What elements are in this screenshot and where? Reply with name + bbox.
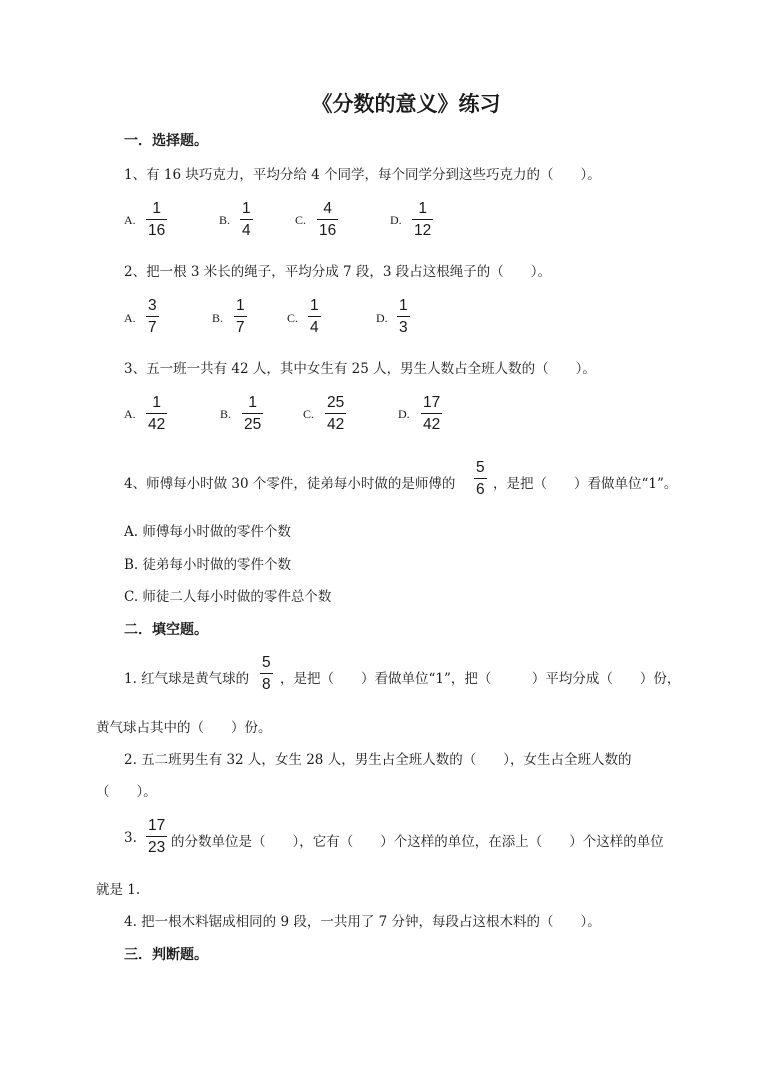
q4-option-a: A. 师傅每小时做的零件个数 bbox=[124, 524, 291, 540]
numerator: 1 bbox=[310, 297, 319, 314]
section-heading-judge: 三．判断题。 bbox=[124, 947, 208, 963]
q3-option-a-label: A. bbox=[124, 407, 136, 421]
denominator: 8 bbox=[262, 675, 271, 693]
denominator: 42 bbox=[148, 415, 166, 433]
fill-q2-line1: 2. 五二班男生有 32 人，女生 28 人，男生占全班人数的（ ），女生占全班人数的 bbox=[124, 752, 632, 768]
fill-q3-line2: 就是 1. bbox=[96, 882, 141, 898]
denominator: 4 bbox=[310, 318, 319, 336]
q2-option-b-fraction bbox=[234, 298, 247, 335]
q1-option-b-fraction bbox=[240, 201, 253, 238]
q3-option-d-fraction bbox=[421, 395, 442, 432]
numerator: 4 bbox=[323, 200, 332, 217]
fill-q3-prefix: 3. bbox=[124, 830, 137, 846]
fill-q1-text-before: 1. 红气球是黄气球的 bbox=[124, 671, 250, 687]
numerator: 5 bbox=[262, 654, 271, 671]
fill-q3-text-after: 的分数单位是（ ），它有（ ）个这样的单位，在添上（ ）个这样的单位 bbox=[171, 834, 664, 850]
q4-option-c: C. 师徒二人每小时做的零件总个数 bbox=[124, 589, 332, 605]
q2-option-d-label: D. bbox=[376, 311, 388, 325]
q1-option-c-label: C. bbox=[295, 213, 307, 227]
q3-option-a-fraction bbox=[146, 395, 167, 432]
numerator: 1 bbox=[418, 200, 427, 217]
q3-option-d-label: D. bbox=[398, 407, 410, 421]
denominator: 25 bbox=[244, 415, 262, 433]
section-heading-choice: 一．选择题。 bbox=[124, 133, 208, 149]
question-4-text-after: ，是把（ ）看做单位“1”。 bbox=[493, 476, 678, 492]
fill-q2-line2: （ ）。 bbox=[96, 784, 157, 800]
q2-option-c-label: C. bbox=[287, 311, 299, 325]
q3-option-b-fraction bbox=[242, 395, 263, 432]
numerator: 17 bbox=[423, 394, 441, 411]
q2-option-a-label: A. bbox=[124, 311, 136, 325]
question-4-text-before: 4、师傅每小时做 30 个零件，徒弟每小时做的是师傅的 bbox=[124, 476, 456, 492]
q1-option-d-label: D. bbox=[390, 213, 402, 227]
q4-fraction bbox=[474, 460, 487, 497]
fill-q4-text: 4. 把一根木料锯成相同的 9 段，一共用了 7 分钟，每段占这根木料的（ ）。 bbox=[124, 914, 601, 930]
q2-option-a-fraction bbox=[146, 298, 159, 335]
section-heading-fill: 二．填空题。 bbox=[124, 622, 208, 638]
numerator: 25 bbox=[327, 394, 345, 411]
denominator: 4 bbox=[242, 221, 251, 239]
fill-q1-text-after: ，是把（ ）看做单位“1”，把（ ）平均分成（ ）份， bbox=[280, 671, 681, 687]
denominator: 7 bbox=[148, 318, 157, 336]
q2-option-b-label: B. bbox=[212, 311, 224, 325]
page-title: 《分数的意义》练习 bbox=[311, 92, 501, 116]
q3-option-c-label: C. bbox=[303, 407, 315, 421]
fill-q1-line2: 黄气球占其中的（ ）份。 bbox=[96, 720, 272, 736]
numerator: 3 bbox=[148, 297, 157, 314]
q3-option-b-label: B. bbox=[220, 407, 232, 421]
numerator: 1 bbox=[236, 297, 245, 314]
q2-option-d-fraction bbox=[397, 298, 410, 335]
numerator: 17 bbox=[148, 817, 166, 834]
denominator: 16 bbox=[319, 221, 337, 239]
q3-option-c-fraction bbox=[325, 395, 346, 432]
denominator: 12 bbox=[414, 221, 432, 239]
numerator: 1 bbox=[248, 394, 257, 411]
q4-option-b: B. 徒弟每小时做的零件个数 bbox=[124, 557, 292, 573]
numerator: 5 bbox=[476, 459, 485, 476]
question-1-text: 1、有 16 块巧克力，平均分给 4 个同学，每个同学分到这些巧克力的（ ）。 bbox=[124, 167, 601, 183]
denominator: 7 bbox=[236, 318, 245, 336]
question-2-text: 2、把一根 3 米长的绳子，平均分成 7 段，3 段占这根绳子的（ ）。 bbox=[124, 264, 552, 280]
q1-option-b-label: B. bbox=[219, 213, 231, 227]
numerator: 1 bbox=[152, 200, 161, 217]
denominator: 16 bbox=[148, 221, 166, 239]
numerator: 1 bbox=[242, 200, 251, 217]
q1-option-c-fraction bbox=[317, 201, 338, 238]
fill-q1-fraction bbox=[260, 655, 273, 692]
denominator: 3 bbox=[399, 318, 408, 336]
question-3-text: 3、五一班一共有 42 人，其中女生有 25 人，男生人数占全班人数的（ ）。 bbox=[124, 361, 596, 377]
denominator: 6 bbox=[476, 480, 485, 498]
denominator: 42 bbox=[327, 415, 345, 433]
denominator: 23 bbox=[148, 838, 166, 856]
denominator: 42 bbox=[423, 415, 441, 433]
q1-option-a-fraction bbox=[146, 201, 167, 238]
fill-q3-fraction bbox=[146, 818, 167, 855]
numerator: 1 bbox=[399, 297, 408, 314]
numerator: 1 bbox=[152, 394, 161, 411]
q2-option-c-fraction bbox=[308, 298, 321, 335]
q1-option-d-fraction bbox=[412, 201, 433, 238]
q1-option-a-label: A. bbox=[124, 213, 136, 227]
